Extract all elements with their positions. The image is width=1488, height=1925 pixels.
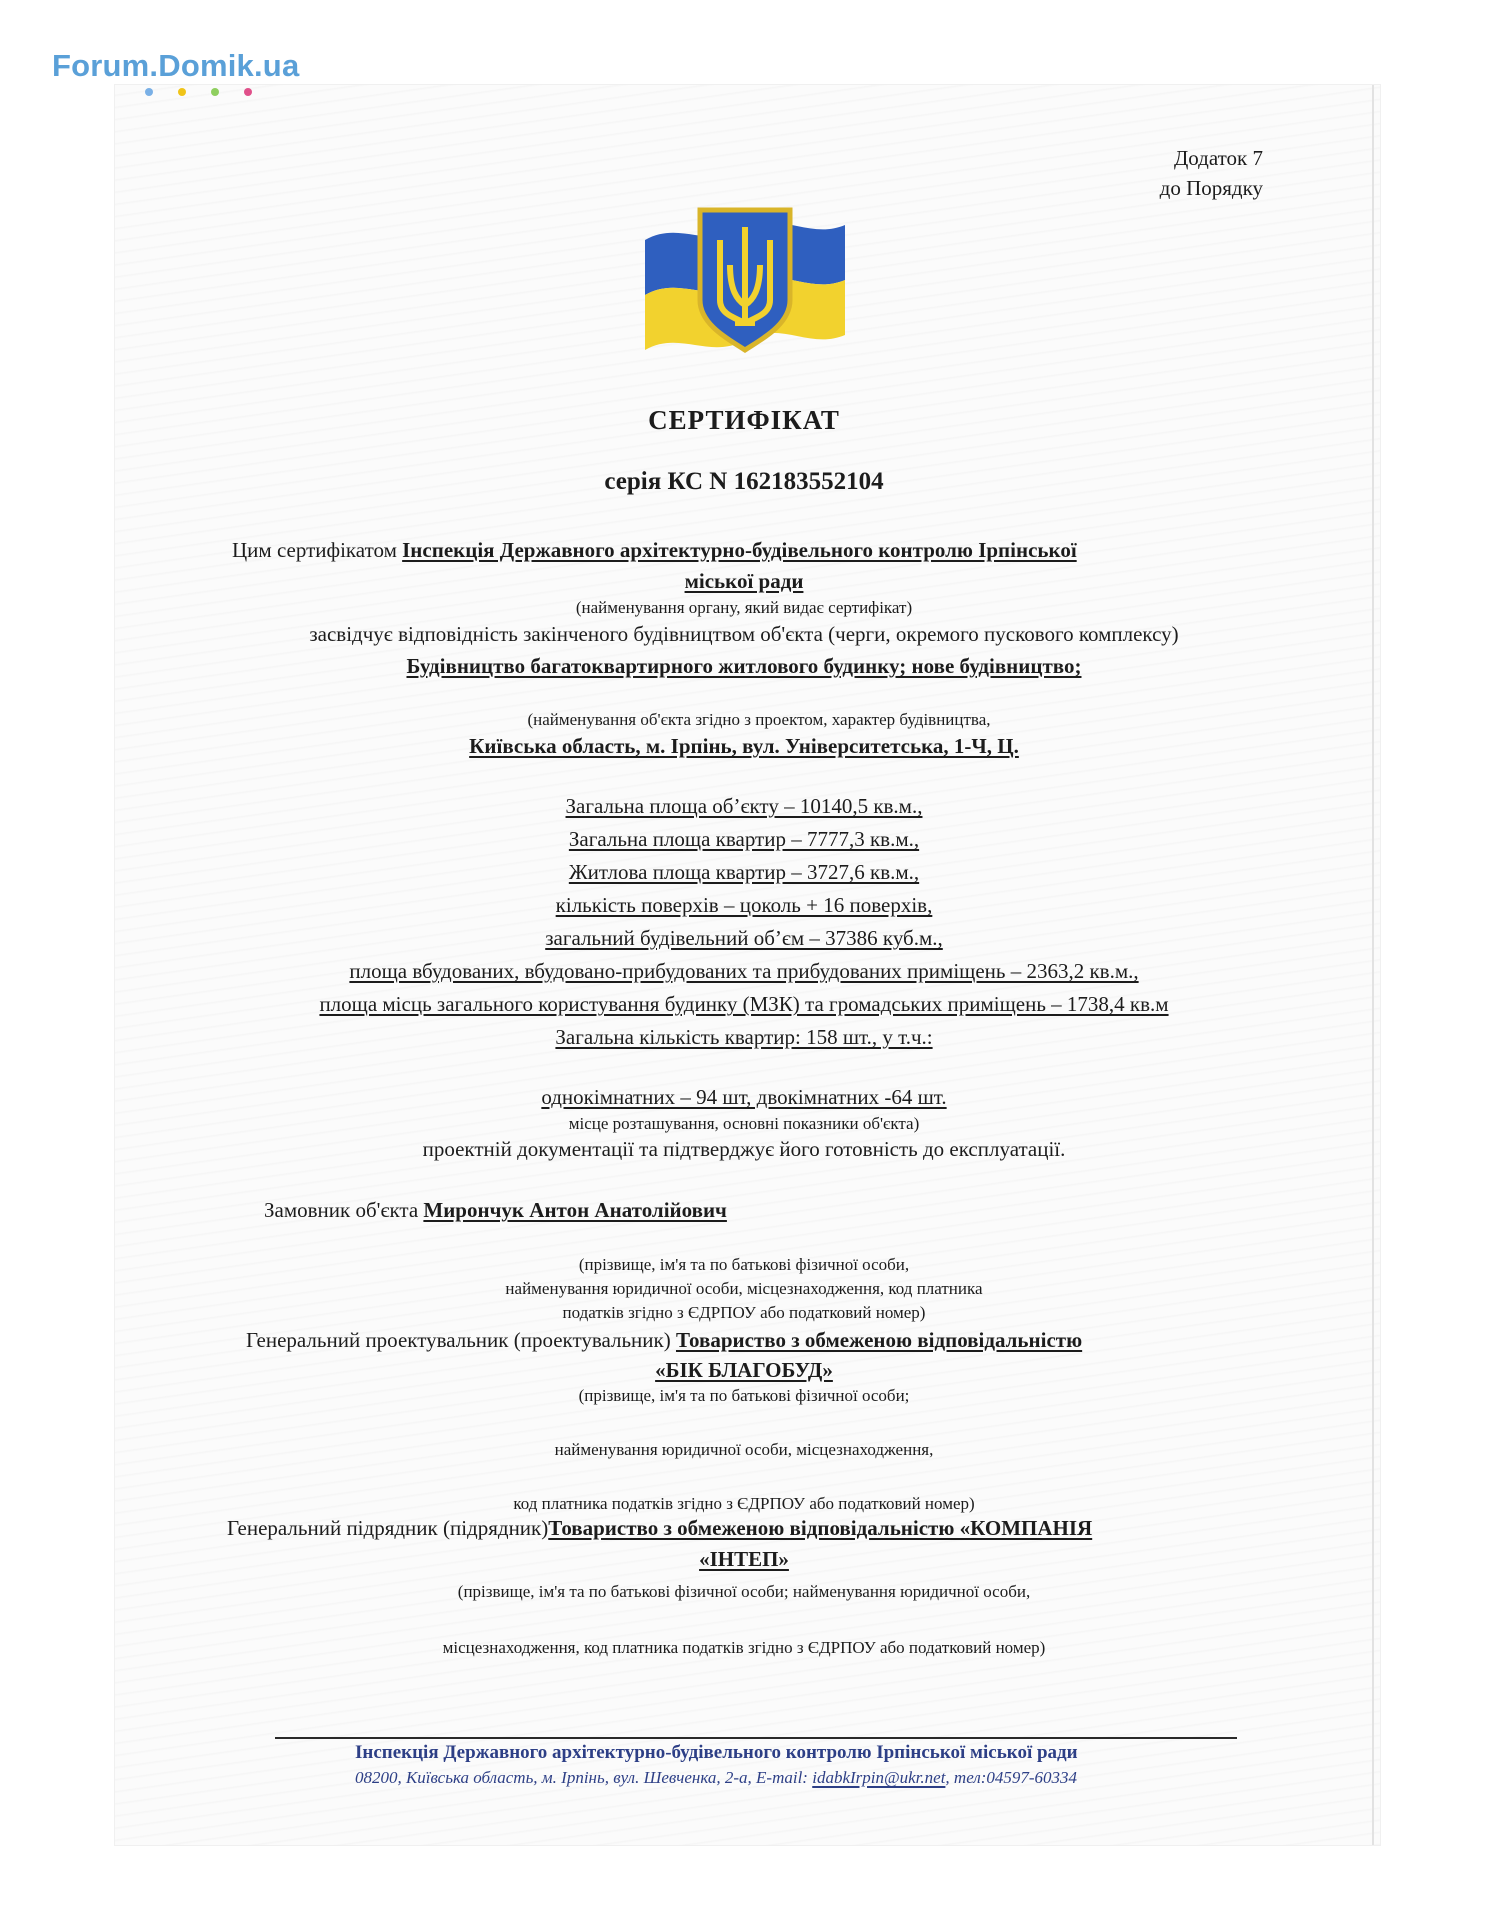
contractor-name-cont: «ІНТЕП» [699, 1547, 789, 1571]
footer-divider [275, 1737, 1237, 1739]
object-param: площа вбудованих, вбудовано-прибудованих та прибудованих приміщень – 2363,2 кв.м., [349, 959, 1139, 983]
customer-caption: найменування юридичної особи, місцезнаходження, код платника [505, 1279, 983, 1298]
footer-contacts [355, 1768, 1077, 1788]
object-caption: (найменування об'єкта згідно з проектом, характер будівництва, [527, 710, 991, 729]
site-watermark: Forum.Domik.ua [52, 48, 300, 83]
certificate-series: серія КС N 16218355210​4 [604, 468, 884, 495]
apartments-breakdown: однокімнатних – 94 шт, двокімнатних -64 шт. [541, 1085, 947, 1109]
appendix-line2: до Порядку [1159, 176, 1263, 200]
object-param: Загальна площа об’єкту – 10140,5 кв.м., [565, 794, 923, 818]
issuer-line [232, 538, 1077, 563]
customer-label: Замовник об'єкта [264, 1198, 424, 1222]
certifies-text: засвідчує відповідність закінченого будівництвом об'єкта (черги, окремого пускового комплексу) [309, 622, 1179, 646]
appendix-note [1160, 143, 1263, 203]
object-address: Київська область, м. Ірпінь, вул. Університетська, 1-Ч, Ц. [469, 734, 1019, 758]
object-param: Загальна площа квартир – 7777,3 кв.м., [568, 827, 920, 851]
designer-caption: (прізвище, ім'я та по батькові фізичної особи; [578, 1386, 910, 1405]
conclusion-text: проектній документації та підтверджує його готовність до експлуатації. [422, 1137, 1066, 1161]
object-name: Будівництво багатоквартирного житлового будинку; нове будівництво; [406, 654, 1082, 678]
issuer-caption: (найменування органу, який видає сертифікат) [575, 598, 913, 617]
object-caption-2: місце розташування, основні показники об'єкта) [568, 1114, 920, 1133]
watermark-dot [178, 88, 186, 96]
contractor-label: Генеральний підрядник (підрядник) [227, 1516, 549, 1540]
footer-org: Інспекція Державного архітектурно-будівельного контролю Ірпінської міської ради [355, 1742, 1078, 1763]
customer-name: Мирончук Антон Анатолійович [423, 1198, 727, 1222]
designer-caption: найменування юридичної особи, місцезнаходження, [554, 1440, 934, 1459]
issuer-name-cont: міської ради [684, 569, 804, 593]
customer-caption: (прізвище, ім'я та по батькові фізичної особи, [578, 1255, 910, 1274]
watermark-dot [145, 88, 153, 96]
footer-email-link[interactable]: idabkIrpin@ukr.net [812, 1768, 946, 1787]
document-title: СЕРТИФІКАТ [648, 405, 840, 435]
contractor-caption: місцезнаходження, код платника податків згідно з ЄДРПОУ або податковий номер) [442, 1638, 1046, 1657]
customer-line [264, 1198, 727, 1223]
watermark-dot [244, 88, 252, 96]
designer-line [246, 1328, 1082, 1353]
contractor-line [227, 1516, 1092, 1541]
appendix-line1: Додаток 7 [1173, 146, 1263, 170]
designer-name: Товариство з обмеженою відповідальністю [675, 1328, 1083, 1352]
contractor-caption: (прізвище, ім'я та по батькові фізичної особи; найменування юридичної особи, [457, 1582, 1031, 1601]
watermark-dots [145, 88, 252, 96]
coat-of-arms-trident-icon [640, 205, 850, 355]
object-param: загальний будівельний об’єм – 37386 куб.м., [545, 926, 943, 950]
contractor-name: Товариство з обмеженою відповідальністю «КОМПАНІЯ [548, 1516, 1093, 1540]
object-param: кількість поверхів – цоколь + 16 поверхів, [555, 893, 933, 917]
issuer-name: Інспекція Державного архітектурно-будівельного контролю Ірпінської [402, 538, 1077, 562]
object-param: площа місць загального користування будинку (МЗК) та громадських приміщень – 1738,4 кв.м [319, 992, 1169, 1016]
footer-phone: , тел:04597-60334 [945, 1768, 1078, 1787]
designer-label: Генеральний проектувальник (проектувальник) [246, 1328, 676, 1352]
customer-caption: податків згідно з ЄДРПОУ або податковий номер) [562, 1303, 926, 1322]
watermark-dot [211, 88, 219, 96]
issuer-prefix: Цим сертифікатом [232, 538, 403, 562]
footer-address: 08200, Київська область, м. Ірпінь, вул. Шевченка, 2-а, E-mail: [355, 1768, 813, 1787]
designer-name-cont: «БІК БЛАГОБУД» [655, 1358, 833, 1382]
object-param: Загальна кількість квартир: 158 шт., у т.ч.: [555, 1025, 933, 1049]
state-emblem [640, 205, 850, 360]
designer-caption: код платника податків згідно з ЄДРПОУ або податковий номер) [513, 1494, 975, 1513]
object-param: Житлова площа квартир – 3727,6 кв.м., [568, 860, 920, 884]
